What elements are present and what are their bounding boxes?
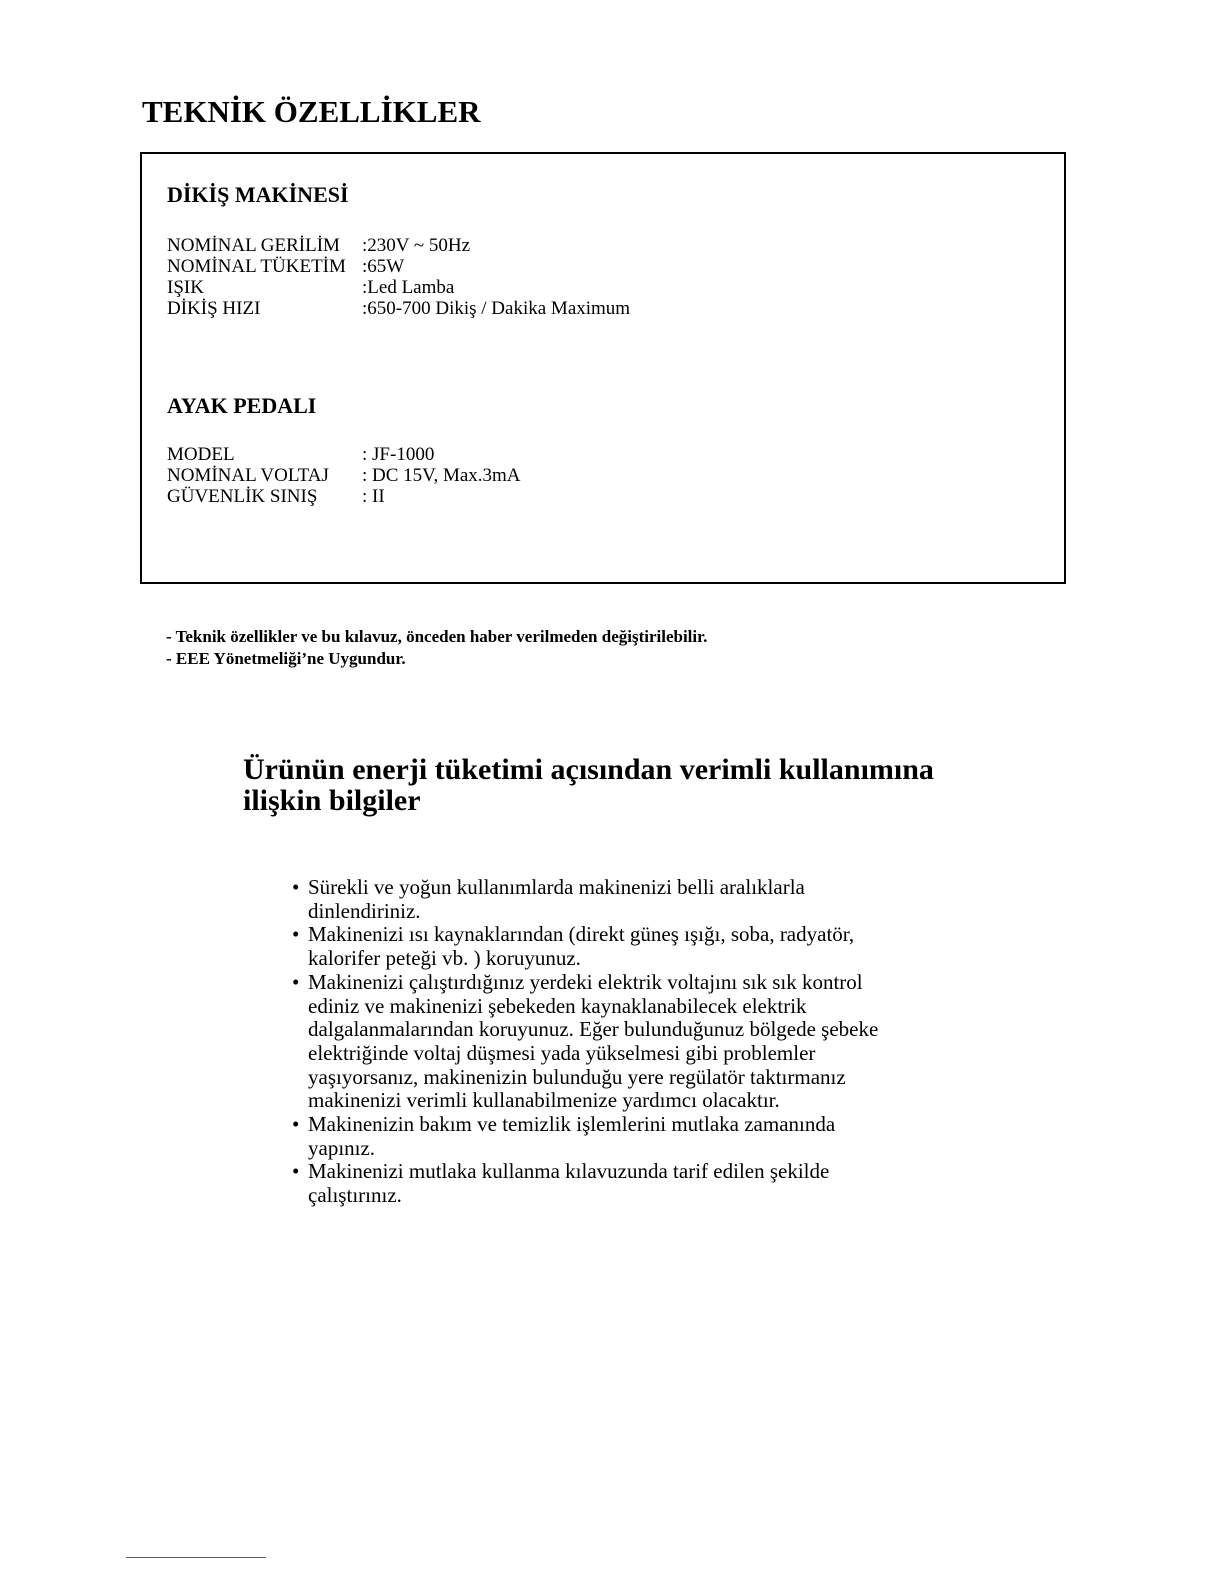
spec-row-model <box>167 444 521 465</box>
spec-label: MODEL <box>167 444 235 465</box>
spec-label: GÜVENLİK SINIŞ <box>167 486 318 507</box>
sewing-machine-section <box>167 181 630 319</box>
list-item <box>292 923 892 970</box>
list-item-text: Makinenizi çalıştırdığınız yerdeki elektrik voltajını sık sık kontrol ediniz ve makinenizi şebekeden kaynaklanabilecek elektrik dalgalanmalarından koruyunuz. Eğer bulunduğunuz bölgede şebeke elektriğinde voltaj düşmesi yada yükselmesi gibi problemler yaşıyorsanız, makinenizin bulunduğu yere regülatör taktırmanız makinenizi verimli kullanabilmenize yardımcı olacaktır. <box>308 969 879 1113</box>
technical-specs-box <box>140 152 1066 584</box>
spec-value: :Led Lamba <box>362 277 455 298</box>
spec-value: :65W <box>362 256 405 277</box>
spec-value: : JF-1000 <box>362 444 435 465</box>
energy-efficiency-title: Ürünün enerji tüketimi açısından verimli kullanımına ilişkin bilgiler <box>243 753 934 817</box>
list-item-text: Sürekli ve yoğun kullanımlarda makinenizi belli aralıklarla dinlendiriniz. <box>308 875 805 923</box>
spec-row-nominal-voltage <box>167 235 630 256</box>
energy-tips-list <box>292 876 892 1208</box>
spec-value: : II <box>362 486 385 507</box>
list-item <box>292 876 892 923</box>
spec-row-nominal-consumption <box>167 256 630 277</box>
spec-label: DİKİŞ HIZI <box>167 298 261 319</box>
sewing-machine-title: DİKİŞ MAKİNESİ <box>167 182 349 207</box>
spec-row-safety-class <box>167 486 521 507</box>
notes <box>166 626 707 670</box>
bullet: • <box>292 1159 300 1184</box>
spec-label: NOMİNAL VOLTAJ <box>167 465 329 486</box>
spec-value: :230V ~ 50Hz <box>362 235 471 256</box>
spec-row-nominal-voltage <box>167 465 521 486</box>
list-item-text: Makinenizi mutlaka kullanma kılavuzunda tarif edilen şekilde çalıştırınız. <box>308 1159 830 1208</box>
list-item <box>292 1160 892 1207</box>
bullet: • <box>292 922 300 947</box>
spec-label: NOMİNAL TÜKETİM <box>167 256 346 277</box>
spec-value: : DC 15V, Max.3mA <box>362 465 521 486</box>
note-line: - EEE Yönetmeliği’ne Uygundur. <box>166 649 406 668</box>
bullet: • <box>292 969 300 994</box>
foot-pedal-specs <box>167 444 521 507</box>
spec-row-stitch-speed <box>167 298 630 319</box>
list-item-text: Makinenizi ısı kaynaklarından (direkt güneş ışığı, soba, radyatör, kalorifer peteği vb. ) koruyunuz. <box>308 922 855 971</box>
list-item <box>292 971 892 1113</box>
list-item <box>292 1113 892 1160</box>
page-title: TEKNİK ÖZELLİKLER <box>142 94 481 129</box>
note-line: - Teknik özellikler ve bu kılavuz, önceden haber verilmeden değiştirilebilir. <box>166 627 708 646</box>
footnote-separator <box>126 1557 266 1558</box>
spec-label: IŞIK <box>167 277 204 298</box>
spec-row-light <box>167 277 630 298</box>
bullet: • <box>292 875 300 899</box>
foot-pedal-section <box>167 392 521 507</box>
sewing-machine-specs <box>167 235 630 319</box>
list-item-text: Makinenizin bakım ve temizlik işlemlerini mutlaka zamanında yapınız. <box>308 1112 836 1160</box>
spec-value: :650-700 Dikiş / Dakika Maximum <box>362 298 631 319</box>
spec-label: NOMİNAL GERİLİM <box>167 235 340 256</box>
foot-pedal-title: AYAK PEDALI <box>167 393 317 418</box>
bullet: • <box>292 1112 300 1137</box>
